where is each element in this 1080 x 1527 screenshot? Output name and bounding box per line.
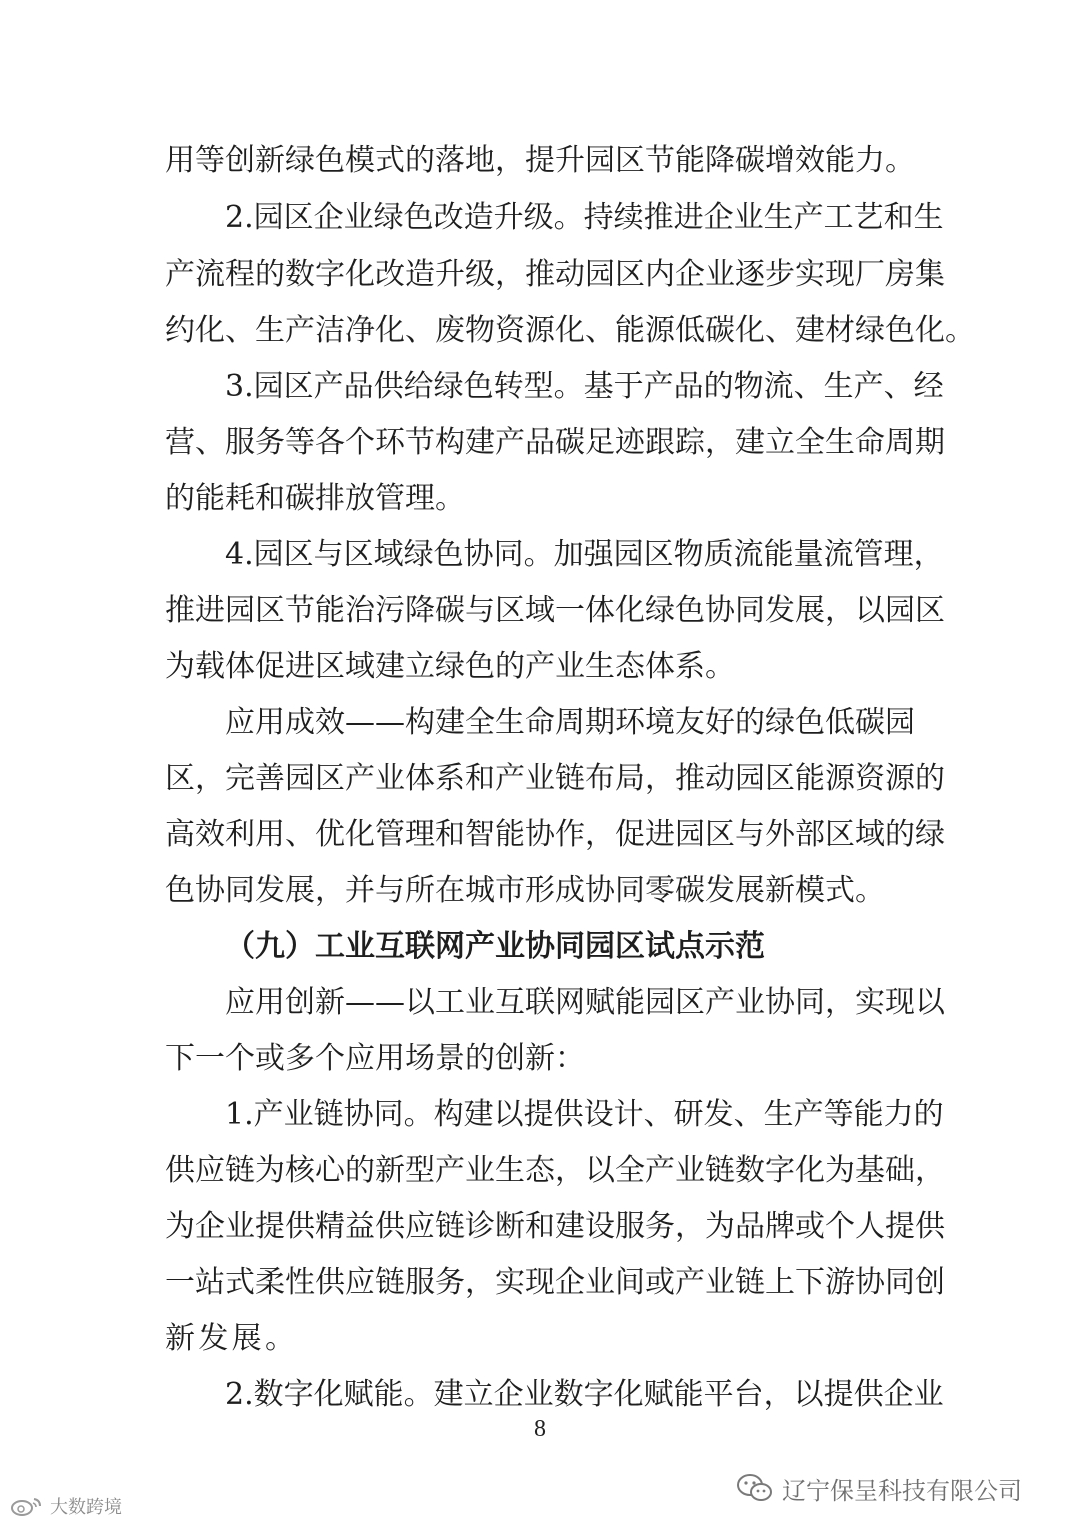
- text-line: 产流程的数字化改造升级，推动园区内企业逐步实现厂房集: [165, 257, 945, 292]
- text-line: 营、服务等各个环节构建产品碳足迹跟踪，建立全生命周期: [165, 425, 945, 460]
- text-line: 2.园区企业绿色改造升级。持续推进企业生产工艺和生: [225, 200, 944, 235]
- wechat-logo-icon: [736, 1472, 774, 1504]
- text-line: 应用创新——以工业互联网赋能园区产业协同，实现以: [225, 985, 945, 1020]
- watermark-left: [10, 1493, 122, 1519]
- text-line: 新发展。: [165, 1321, 299, 1356]
- text-line: 一站式柔性供应链服务，实现企业间或产业链上下游协同创: [165, 1265, 945, 1300]
- text-line: 用等创新绿色模式的落地，提升园区节能降碳增效能力。: [165, 143, 915, 178]
- text-line: 为企业提供精益供应链诊断和建设服务，为品牌或个人提供: [165, 1209, 945, 1244]
- text-line: 4.园区与区域绿色协同。加强园区物质流能量流管理，: [225, 537, 944, 572]
- text-line: 2.数字化赋能。建立企业数字化赋能平台，以提供企业: [225, 1377, 944, 1412]
- text-line: 色协同发展，并与所在城市形成协同零碳发展新模式。: [165, 873, 885, 908]
- text-line: 供应链为核心的新型产业生态，以全产业链数字化为基础，: [165, 1153, 945, 1188]
- text-line: 3.园区产品供给绿色转型。基于产品的物流、生产、经: [225, 369, 944, 404]
- page-number: 8: [534, 1416, 546, 1442]
- text-line: 下一个或多个应用场景的创新：: [165, 1041, 585, 1076]
- watermark-right: [736, 1470, 1022, 1506]
- watermark-right-text: 辽宁保呈科技有限公司: [782, 1477, 1022, 1505]
- weibo-logo-icon: [10, 1495, 44, 1517]
- text-line: 为载体促进区域建立绿色的产业生态体系。: [165, 649, 735, 684]
- section-heading: （九）工业互联网产业协同园区试点示范: [225, 929, 765, 964]
- text-line: 高效利用、优化管理和智能协作，促进园区与外部区域的绿: [165, 817, 945, 852]
- text-line: 区，完善园区产业体系和产业链布局，推动园区能源资源的: [165, 761, 945, 796]
- text-line: 推进园区节能治污降碳与区域一体化绿色协同发展，以园区: [165, 593, 945, 628]
- text-line: 应用成效——构建全生命周期环境友好的绿色低碳园: [225, 705, 915, 740]
- watermark-left-text: 大数跨境: [50, 1497, 122, 1517]
- text-line: 约化、生产洁净化、废物资源化、能源低碳化、建材绿色化。: [165, 313, 975, 348]
- text-line: 的能耗和碳排放管理。: [165, 481, 465, 516]
- text-line: 1.产业链协同。构建以提供设计、研发、生产等能力的: [225, 1097, 944, 1132]
